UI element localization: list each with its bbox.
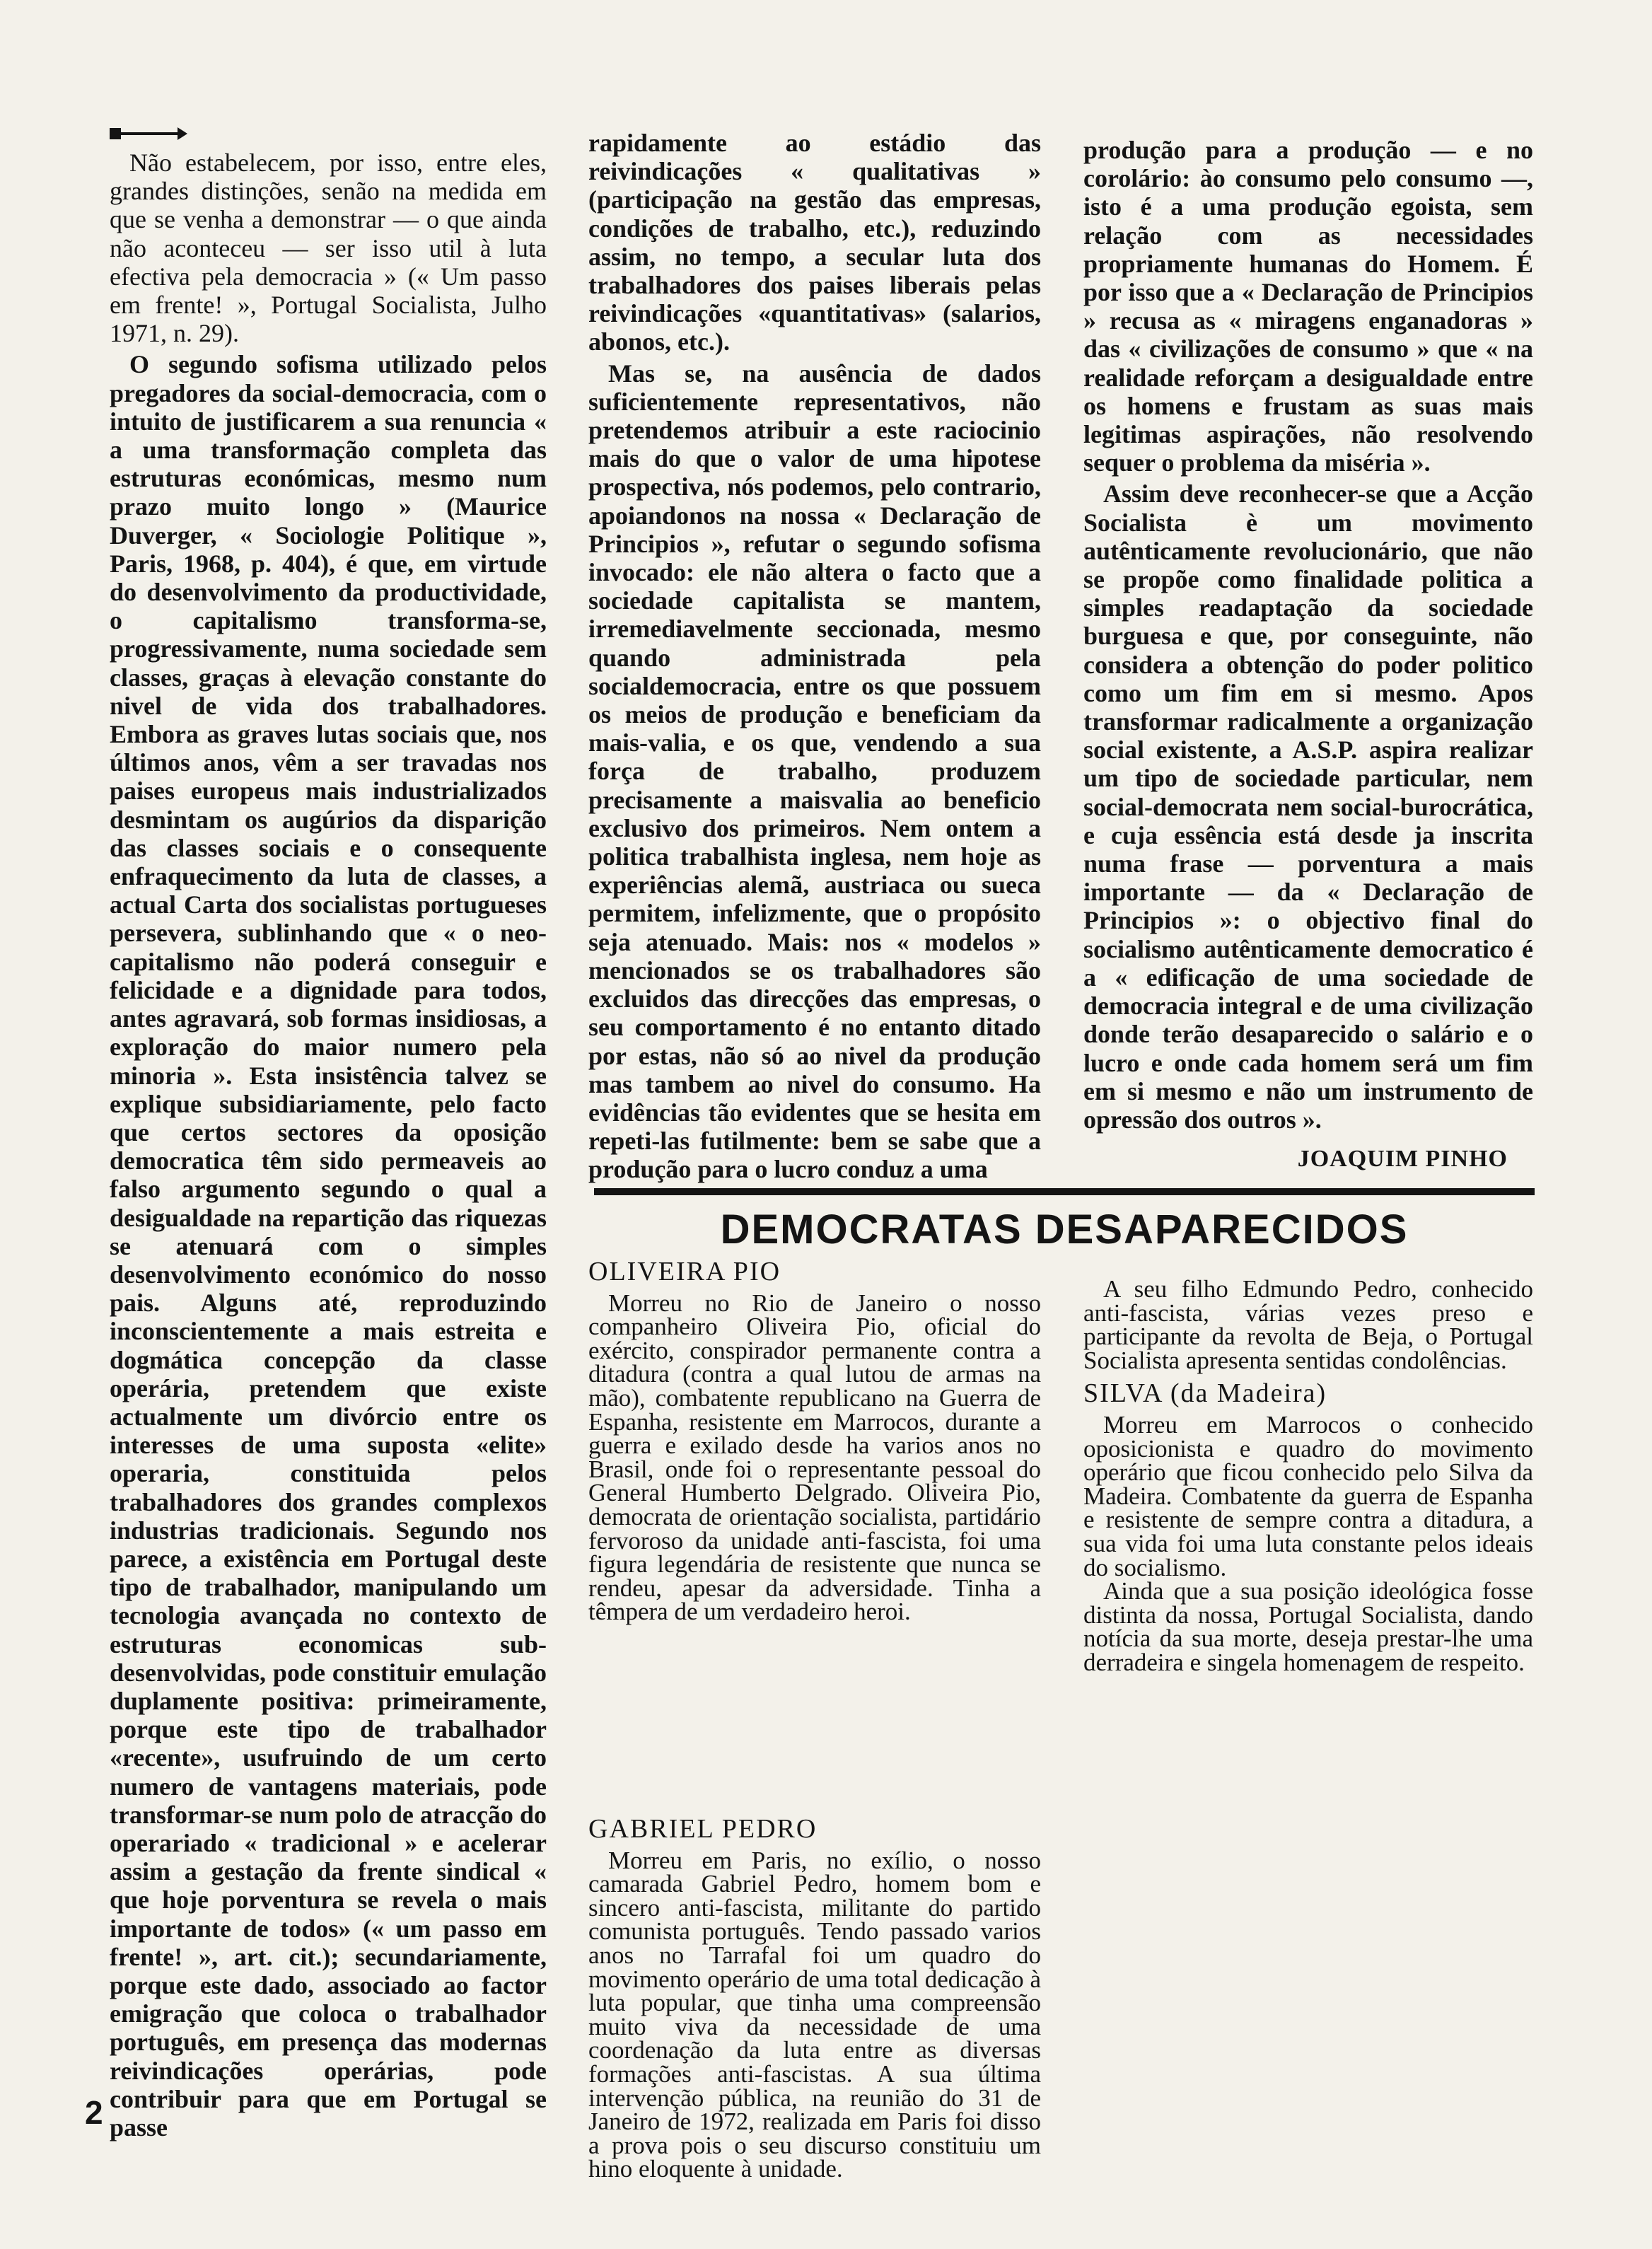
obituary-heading: OLIVEIRA PIO — [588, 1257, 781, 1286]
continuation-arrow-icon — [110, 124, 187, 143]
author-signature: JOAQUIM PINHO — [1297, 1146, 1508, 1172]
article-paragraph: produção para a produção — e no corolário: ào consumo pelo consumo —, isto é a uma produção egoista, sem relação com as necessidades propriamente humanas do Homem. É por isso que a « Declaração de Principios » recusa as « miragens enganadoras » das « civilizações de consumo » que « na realidade reforçam a desigualdade entre os homens e frustam as suas mais legitimas aspirações, não resolvendo sequer o problema da miséria ». — [1083, 136, 1533, 477]
obituary-paragraph: A seu filho Edmundo Pedro, conhecido anti-fascista, várias vezes preso e participante da revolta de Beja, o Portugal Socialista apresenta sentidas condolências. — [1083, 1275, 1533, 1374]
obituary-paragraph: Morreu em Marrocos o conhecido oposicionista e quadro do movimento operário que ficou conhecido pelo Silva da Madeira. Combatente da guerra de Espanha e resistente de sempre contra a ditadura, a sua vida foi uma luta constante pelos ideais do socialismo. — [1083, 1410, 1533, 1581]
obituary-paragraph: Morreu no Rio de Janeiro o nosso companheiro Oliveira Pio, oficial do exército, conspirador permanente contra a ditadura (contra a qual lutou de armas na mão), combatente republicano na Guerra de Espanha, resistente em Marrocos, durante a guerra e exilado desde ha varios anos no Brasil, onde foi o representante pessoal do General Humberto Delgrado. Oliveira Pio, democrata de orientação socialista, partidário fervoroso da unidade anti-fascista, foi uma figura legendária de resistente que nunca se rendeu, apesar da adversidade. Tinha a têmpera de um verdadeiro heroi. — [588, 1289, 1041, 1626]
article-paragraph: Assim deve reconhecer-se que a Acção Socialista è um movimento autênticamente revolucionário, que não se propõe como finalidade politica a simples readaptação da sociedade burguesa e que, por conseguinte, não considera a obtenção do poder politico como um fim em si mesmo. Apos transformar radicalmente a organização social existente, a A.S.P. aspira realizar um tipo de sociedade particular, nem social-democrata nem social-burocrática, e cuja essência está desde ja inscrita numa frase — porventura a mais importante — da « Declaração de Principios »: o objectivo final do socialismo autênticamente democratico é a « edificação de uma sociedade de democracia integral e de uma civilização donde terão desaparecido o salário e o lucro e onde cada homem será um fim em si mesmo e não um instrumento de opressão dos outros ». — [1083, 480, 1533, 1134]
obituary-paragraph: Ainda que a sua posição ideológica fosse distinta da nossa, Portugal Socialista, dando notícia da sua morte, deseja prestar-lhe uma derradeira e singela homenagem de respeito. — [1083, 1577, 1533, 1676]
section-title: DEMOCRATAS DESAPARECIDOS — [720, 1207, 1409, 1253]
article-paragraph: Não estabelecem, por isso, entre eles, grandes distinções, senão na medida em que se venha a demonstrar — o que ainda não aconteceu — ser isso util à luta efectiva pela democracia » (« Um passo em frente! », Portugal Socialista, Julho 1971, n. 29). — [110, 149, 547, 348]
obituary-column-right — [1083, 1277, 1533, 1675]
article-paragraph: O segundo sofisma utilizado pelos pregadores da social-democracia, com o intuito de justificarem a sua renuncia « a uma transformação completa das estruturas económicas, mesmo num prazo muito longo » (Maurice Duverger, « Sociologie Politique », Paris, 1968, p. 404), é que, em virtude do desenvolvimento da productividade, o capitalismo transforma-se, progressivamente, numa sociedade sem classes, graças à elevação constante do nivel de vida dos trabalhadores. Embora as graves lutas sociais que, nos últimos anos, vêm a ser travadas nos paises europeus mais industrializados desmintam os augúrios da disparição das classes sociais e o consequente enfraquecimento da luta de classes, a actual Carta dos socialistas portugueses persevera, sublinhando que « o neo-capitalismo não poderá conseguir e felicidade e a dignidade para todos, antes agravará, sob formas insidiosas, a exploração do maior numero pela minoria ». Esta insistência talvez se explique subsidiariamente, pelo facto que certos sectores da oposição democratica têm sido permeaveis ao falso argumento segundo o qual a desigualdade na repartição das riquezas se atenuará com o simples desenvolvimento económico do nosso pais. Alguns até, reproduzindo inconscientemente a mais estreita e dogmática concepção da classe operária, pretendem que existe actualmente um divórcio entre os interesses de uma suposta «elite» operaria, constituida pelos trabalhadores dos grandes complexos industrias tradicionais. Segundo nos parece, a existência em Portugal deste tipo de trabalhador, manipulando um tecnologia avançada no contexto de estruturas economicas sub-desenvolvidas, pode constituir emulação duplamente positiva: primeiramente, porque este tipo de trabalhador «recente», usufruindo de um certo numero de vantagens materiais, pode transformar-se num polo de atracção do operariado « tradicional » e acelerar assim a gestação da frente sindical « que hoje porventura se revela o mais importante de todos» (« um passo em frente! », art. cit.); secundariamente, porque este dado, associado ao factor emigração que coloca o trabalhador português, em presença das modernas reivindicações operárias, pode contribuir para que em Portugal se passe — [110, 350, 547, 2142]
obituary-paragraph: Morreu em Paris, no exílio, o nosso camarada Gabriel Pedro, homem bom e sincero anti-fascista, militante do partido comunista português. Tendo passado varios anos no Tarrafal foi um quadro do movimento operário de uma total dedicação à luta popular, que tinha uma compreensão muito viva da necessidade de uma coordenação da luta entre as diversas formações anti-fascistas. A sua última intervenção pública, na reunião do 31 de Janeiro de 1972, realizada em Paris foi disso a prova pois o seu discurso constituiu um hino eloquente à unidade. — [588, 1846, 1041, 2183]
obituary-heading: SILVA (da Madeira) — [1083, 1378, 1327, 1409]
obituary-heading: GABRIEL PEDRO — [588, 1814, 818, 1844]
article-column-left — [110, 149, 547, 2142]
article-column-middle — [588, 129, 1041, 1184]
article-paragraph: Mas se, na ausência de dados suficientemente representativos, não pretendemos atribuir a este raciocinio mais do que o valor de uma hipotese prospectiva, nós podemos, pelo contrario, apoiandonos na nossa « Declaração de Principios », refutar o segundo sofisma invocado: ele não altera o facto que a sociedade capitalista se mantem, irremediavelmente seccionada, mesmo quando administrada pela socialdemocracia, entre os que possuem os meios de produção e beneficiam da mais-valia, e os que, vendendo a sua força de trabalho, produzem precisamente a maisvalia ao beneficio exclusivo dos primeiros. Nem ontem a politica trabalhista inglesa, nem hoje as experiências alemã, austriaca ou sueca permitem, infelizmente, que o propósito seja atenuado. Mais: nos « modelos » mencionados se os trabalhadores são excluidos das direcções das empresas, o seu comportamento é no entanto ditado por estas, não só ao nivel da produção mas tambem ao nivel do consumo. Ha evidências tão evidentes que se hesita em repeti-las futilmente: bem se sabe que a produção para o lucro conduz a uma — [588, 359, 1041, 1184]
obituary-oliveira-pio — [588, 1257, 1041, 1626]
obituary-gabriel-pedro — [588, 1814, 1041, 2183]
page-number: 2 — [85, 2094, 103, 2131]
section-divider — [594, 1188, 1535, 1195]
article-paragraph: rapidamente ao estádio das reivindicações « qualitativas » (participação na gestão das empresas, condições de trabalho, etc.), reduzindo assim, no tempo, a secular luta dos trabalhadores dos paises liberais pelas reivindicações «quantitativas» (salarios, abonos, etc.). — [588, 129, 1041, 356]
article-column-right — [1083, 136, 1533, 1134]
